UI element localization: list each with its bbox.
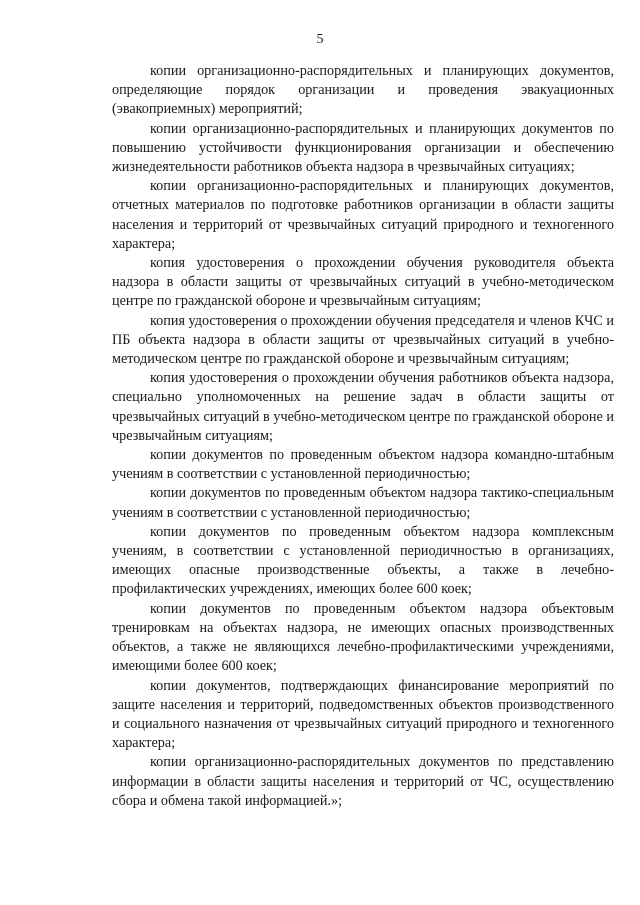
paragraph-stability-docs: копии организационно-распорядительных и планирующих документов по повышению устойчивости функционирования организации и обеспечению жизнедеятельности работников объекта надзора в чрезвычайных ситуациях;	[112, 120, 614, 176]
page-number: 5	[316, 32, 324, 47]
paragraph-command-exercises: копии документов по проведенным объектом надзора командно-штабным учениям в соответствии с установленной периодичностью;	[112, 447, 614, 483]
paragraph-information-docs: копии организационно-распорядительных документов по представлению информации в области защиты населения и территорий от ЧС, осуществлению сбора и обмена такой информацией.»;	[112, 754, 614, 809]
paragraph-complex-exercises: копии документов по проведенным объектом надзора комплексным учениям, в соответствии с установленной периодичностью в организациях, имеющих опасные производственные объекты, а также в лечебно-профилактических учреждениях, имеющих более 600 коек;	[112, 523, 614, 598]
paragraph-object-trainings: копии документов по проведенным объектом надзора объектовым тренировкам на объектах надзора, не имеющих опасных производственных объектов, а также не являющихся лечебно-профилактическими учреждениями, имеющими более 600 коек;	[112, 600, 614, 675]
paragraph-funding-docs: копии документов, подтверждающих финансирование мероприятий по защите населения и территорий, подведомственных объектов производственного и социального назначения от чрезвычайных ситуаций природного и техногенного характера;	[112, 677, 614, 752]
paragraph-tactical-exercises: копии документов по проведенным объектом надзора тактико-специальным учениям в соответствии с установленной периодичностью;	[112, 485, 614, 521]
paragraph-kchs-certificate: копия удостоверения о прохождении обучения председателя и членов КЧС и ПБ объекта надзора в области защиты от чрезвычайных ситуаций в учебно-методическом центре по гражданской обороне и чрезвычайным ситуациям;	[112, 312, 614, 368]
paragraph-training-docs: копии организационно-распорядительных и планирующих документов, отчетных материалов по подготовке работников организации в области защиты населения и территорий от чрезвычайных ситуаций природного и техногенного характера;	[112, 178, 614, 252]
document-body	[112, 62, 614, 811]
paragraph-evacuation-docs: копии организационно-распорядительных и планирующих документов, определяющие порядок организации и проведения эвакуационных (эвакоприемных) мероприятий;	[112, 63, 614, 118]
paragraph-staff-certificate: копия удостоверения о прохождении обучения работников объекта надзора, специально уполномоченных на решение задач в области защиты от чрезвычайных ситуаций в учебно-методическом центре по гражданской обороне и чрезвычайным ситуациям;	[112, 370, 614, 444]
paragraph-head-certificate: копия удостоверения о прохождении обучения руководителя объекта надзора в области защиты от чрезвычайных ситуаций в учебно-методическом центре по гражданской обороне и чрезвычайным ситуациям;	[112, 255, 614, 310]
